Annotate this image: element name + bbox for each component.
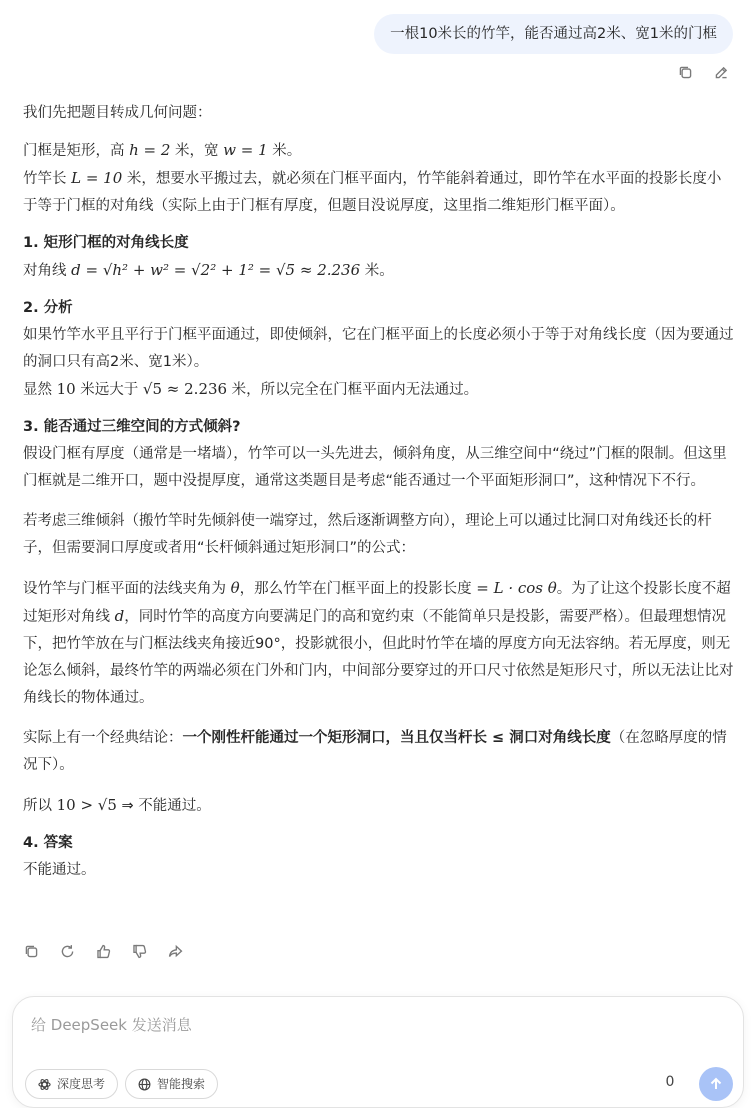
paperclip-icon[interactable]: 0 [665,1074,675,1090]
message-input[interactable] [31,1013,671,1037]
answer-intro: 我们先把题目转成几何问题： [23,105,212,121]
answer-actions [21,941,185,961]
inequality-line: 所以 10 > √5 ⇒ 不能通过。 [23,796,211,814]
door-description: 门框是矩形，高 h = 2 米，宽 w = 1 米。 [23,141,302,159]
section-heading-2: 2. 分析 [23,300,73,316]
pole-description: 竹竿长 L = 10 米，想要水平搬过去，就必须在门框平面内，竹竿能斜着通过，即竹竿在水平面的投影长度小于等于门框的对角线（实际上由于门框有厚度，但题目没说厚度，这里指二维矩形门框平面）。 [23,169,722,214]
web-search-toggle[interactable] [125,1069,218,1099]
send-button[interactable] [699,1067,733,1101]
thumbs-up-icon[interactable] [93,941,113,961]
assistant-answer [23,100,735,884]
web-search-label: 智能搜索 [157,1077,206,1091]
globe-icon [138,1078,151,1091]
copy-icon[interactable] [21,941,41,961]
section-heading-3: 3. 能否通过三维空间的方式倾斜? [23,419,241,435]
regenerate-icon[interactable] [57,941,77,961]
share-icon[interactable] [165,941,185,961]
deep-think-label: 深度思考 [57,1077,106,1091]
atom-icon [38,1078,51,1091]
copy-icon[interactable] [675,62,695,82]
section-heading-1: 1. 矩形门框的对角线长度 [23,235,189,251]
thumbs-down-icon[interactable] [129,941,149,961]
classic-conclusion: 实际上有一个经典结论：一个刚性杆能通过一个矩形洞口，当且仅当杆长 ≤ 洞口对角线长度（在忽略厚度的情况下）。 [23,730,727,773]
message-composer [12,996,744,1108]
analysis-conclusion: 显然 10 米远大于 √5 ≈ 2.236 米，所以完全在门框平面内无法通过。 [23,380,479,398]
edit-icon[interactable] [711,62,731,82]
user-message-bubble: 一根10米长的竹竿，能否通过高2米、宽1米的门框 [374,14,733,54]
three-d-paragraph-1: 假设门框有厚度（通常是一堵墙），竹竿可以一头先进去，倾斜角度，从三维空间中“绕过”门框的限制。但这里门框就是二维开口，题中没提厚度，通常这类题目是考虑“能否通过一个平面矩形洞口”，这种情况下不行。 [23,446,727,489]
arrow-up-icon [708,1076,724,1092]
final-answer: 不能通过。 [23,862,96,878]
deep-think-toggle[interactable] [25,1069,118,1099]
user-message-actions [675,62,731,82]
three-d-paragraph-2: 若考虑三维倾斜（搬竹竿时先倾斜使一端穿过，然后逐渐调整方向），理论上可以通过比洞口对角线还长的杆子，但需要洞口厚度或者用“长杆倾斜通过矩形洞口”的公式： [23,513,712,556]
diagonal-formula-line: 对角线 d = √h² + w² = √2² + 1² = √5 ≈ 2.236 米。 [23,261,394,279]
three-d-paragraph-3: 设竹竿与门框平面的法线夹角为 θ，那么竹竿在门框平面上的投影长度 = L · cos θ。为了让这个投影长度不超过矩形对角线 d，同时竹竿的高度方向要满足门的高和宽约束（不能简单只是投影，需要严格）。但最理想情况下，把竹竿放在与门框法线夹角接近90°，投影就很小，但此时竹竿在墙的厚度方向无法容纳。若无厚度，则无论怎么倾斜，最终竹竿的两端必须在门外和门内，中间部分要穿过的开口尺寸依然是矩形尺寸，所以无法让比对角线长的物体通过。 [23,579,734,706]
section-heading-4: 4. 答案 [23,835,73,851]
analysis-paragraph: 如果竹竿水平且平行于门框平面通过，即使倾斜，它在门框平面上的长度必须小于等于对角线长度（因为要通过的洞口只有高2米、宽1米）。 [23,327,734,370]
